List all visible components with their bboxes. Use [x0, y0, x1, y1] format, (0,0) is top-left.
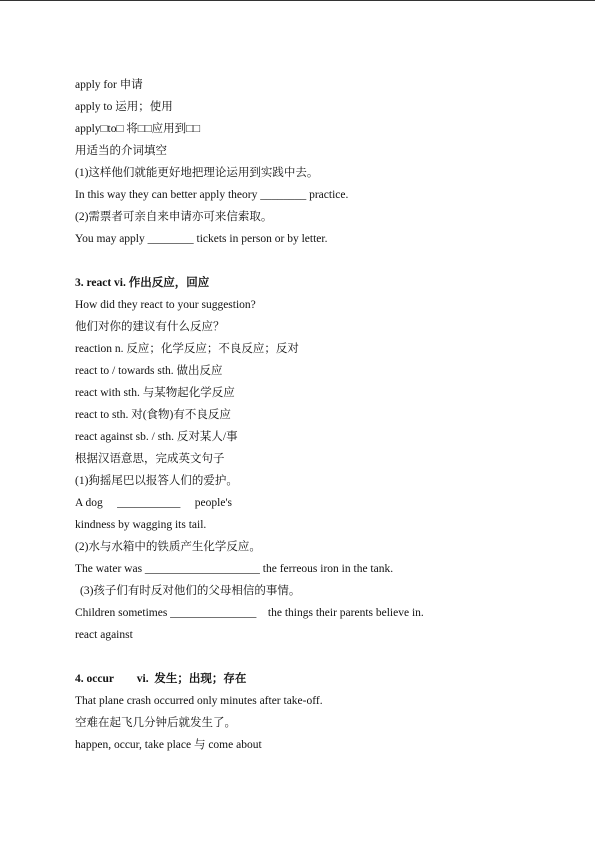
text-line: (2)水与水箱中的铁质产生化学反应。	[75, 541, 261, 553]
text-line: (2)需票者可亲自来申请亦可来信索取。	[75, 211, 273, 223]
text-line: 用适当的介词填空	[75, 145, 167, 157]
text-line: apply to 运用；使用	[75, 101, 173, 113]
text-line: reaction n. 反应；化学反应；不良反应；反对	[75, 343, 299, 355]
page-top-border	[0, 0, 595, 1]
text-line: That plane crash occurred only minutes after take-off.	[75, 695, 323, 707]
text-line: 空难在起飞几分钟后就发生了。	[75, 717, 236, 729]
text-line: apply□to□ 将□□应用到□□	[75, 123, 201, 135]
text-line: You may apply ________ tickets in person or by letter.	[75, 233, 328, 245]
document-body	[75, 74, 575, 756]
blank-line	[75, 646, 575, 668]
text-line: react against sb. / sth. 反对某人/事	[75, 431, 238, 443]
blank-line	[75, 250, 575, 272]
text-line: apply for 申请	[75, 79, 143, 91]
text-line: react to / towards sth. 做出反应	[75, 365, 223, 377]
text-line: Children sometimes _______________ the things their parents believe in.	[75, 607, 424, 619]
text-line: kindness by wagging its tail.	[75, 519, 207, 531]
text-line: react with sth. 与某物起化学反应	[75, 387, 235, 399]
text-line: happen, occur, take place 与 come about	[75, 739, 262, 751]
text-line: (1)狗摇尾巴以报答人们的爱护。	[75, 475, 238, 487]
text-line: A dog ___________ people's	[75, 497, 232, 509]
text-line: react to sth. 对(食物)有不良反应	[75, 409, 231, 421]
section-heading-occur: 4. occur vi. 发生；出现；存在	[75, 673, 247, 685]
text-line: (1)这样他们就能更好地把理论运用到实践中去。	[75, 167, 319, 179]
text-line: (3)孩子们有时反对他们的父母相信的事情。	[80, 585, 301, 597]
section-heading-react: 3. react vi. 作出反应，回应	[75, 277, 210, 289]
text-line: In this way they can better apply theory ________ practice.	[75, 189, 349, 201]
text-line: react against	[75, 629, 133, 641]
text-line: The water was ____________________ the ferreous iron in the tank.	[75, 563, 394, 575]
text-line: 根据汉语意思，完成英文句子	[75, 453, 225, 465]
text-line: How did they react to your suggestion?	[75, 299, 256, 311]
text-line: 他们对你的建议有什么反应？	[75, 321, 225, 333]
